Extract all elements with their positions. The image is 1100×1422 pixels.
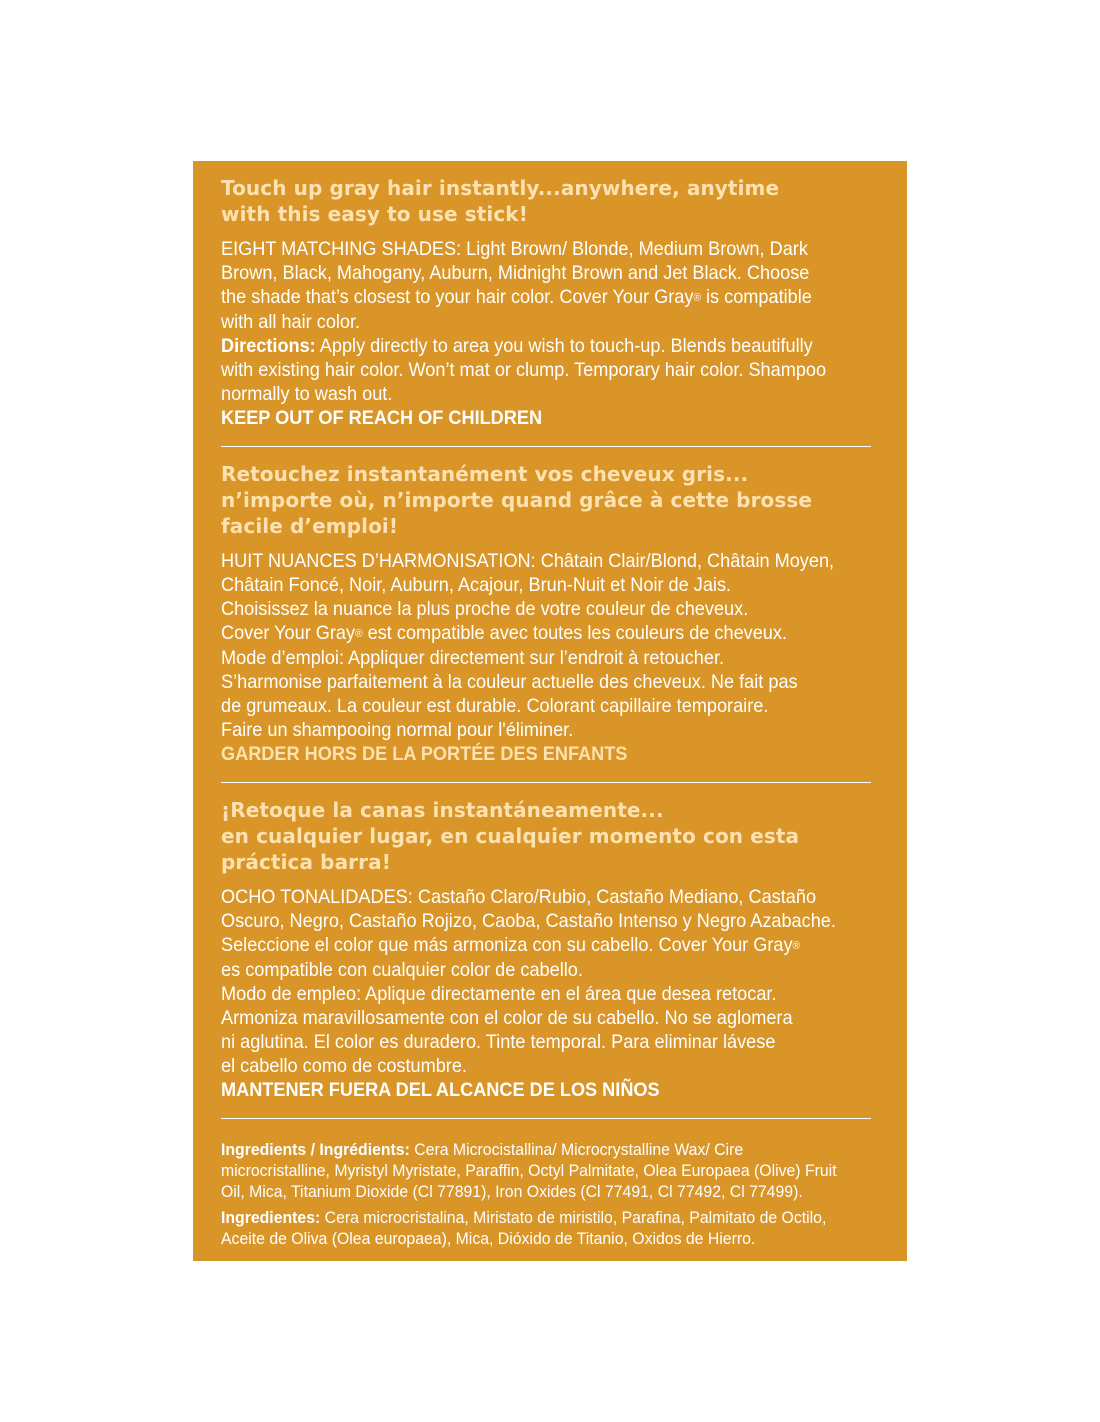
- spanish-text-line: OCHO TONALIDADES: Castaño Claro/Rubio, Castaño Mediano, Castaño: [221, 886, 817, 908]
- english-heading: [221, 175, 879, 227]
- spanish-text-line: Modo de empleo: Aplique directamente en el área que desea retocar.: [221, 983, 777, 1005]
- spanish-heading-line: práctica barra!: [221, 850, 391, 874]
- english-text-line: [221, 285, 883, 310]
- english-heading-line: with this easy to use stick!: [221, 202, 528, 226]
- french-text-line: [221, 621, 883, 646]
- product-label-panel: [193, 161, 907, 1261]
- registered-mark: ®: [792, 940, 801, 952]
- spanish-text-line: [221, 933, 883, 958]
- registered-mark: ®: [355, 628, 363, 640]
- ingredients-section: [221, 1139, 883, 1249]
- spanish-text-line: Oscuro, Negro, Castaño Rojizo, Caoba, Castaño Intenso y Negro Azabache.: [221, 910, 836, 932]
- english-body: [221, 237, 883, 430]
- french-text-line: Faire un shampooing normal pour l'éliminer.: [221, 719, 574, 741]
- english-text-fragment: is compatible: [700, 286, 812, 308]
- french-text-line: Châtain Foncé, Noir, Auburn, Acajour, Brun-Nuit et Noir de Jais.: [221, 574, 732, 596]
- french-text-line: S’harmonise parfaitement à la couleur actuelle des cheveux. Ne fait pas: [221, 671, 798, 693]
- section-divider: [221, 446, 871, 447]
- english-directions-line: [221, 334, 883, 358]
- english-text-line: Brown, Black, Mahogany, Auburn, Midnight Brown and Jet Black. Choose: [221, 262, 810, 284]
- english-heading-line: Touch up gray hair instantly...anywhere, anytime: [221, 176, 780, 200]
- spanish-heading-line: en cualquier lugar, en cualquier momento con esta: [221, 824, 800, 848]
- section-divider: [221, 1118, 871, 1119]
- french-body: [221, 549, 883, 766]
- spanish-body: [221, 885, 883, 1102]
- english-text-fragment: Apply directly to area you wish to touch-up. Blends beautifully: [315, 335, 813, 357]
- french-text-line: HUIT NUANCES D’HARMONISATION: Châtain Clair/Blond, Châtain Moyen,: [221, 550, 835, 572]
- spanish-heading: [221, 797, 879, 875]
- french-warning: GARDER HORS DE LA PORTÉE DES ENFANTS: [221, 743, 628, 765]
- spanish-text-fragment: Seleccione el color que más armoniza con su cabello. Cover Your Gray: [221, 934, 793, 956]
- french-text-line: de grumeaux. La couleur est durable. Colorant capillaire temporaire.: [221, 695, 769, 717]
- spanish-heading-line: ¡Retoque la canas instantáneamente...: [221, 798, 664, 822]
- ingredients-es: [221, 1207, 883, 1249]
- directions-label: Directions:: [221, 335, 316, 357]
- ingredients-text: Cera Microcistallina/ Microcrystalline Wax/ Cire: [409, 1140, 744, 1159]
- english-text-line: EIGHT MATCHING SHADES: Light Brown/ Blonde, Medium Brown, Dark: [221, 238, 808, 260]
- english-text-line: with existing hair color. Won’t mat or clump. Temporary hair color. Shampoo: [221, 359, 827, 381]
- ingredients-label: Ingredientes:: [221, 1208, 321, 1227]
- spanish-text-line: es compatible con cualquier color de cabello.: [221, 959, 583, 981]
- english-text-line: normally to wash out.: [221, 383, 393, 405]
- french-text-fragment: est compatible avec toutes les couleurs de cheveux.: [362, 622, 788, 644]
- french-text-line: Choisissez la nuance la plus proche de votre couleur de cheveux.: [221, 598, 749, 620]
- registered-mark: ®: [693, 292, 701, 304]
- ingredients-text: Oil, Mica, Titanium Dioxide (Cl 77891), Iron Oxides (Cl 77491, Cl 77492, Cl 77499).: [221, 1182, 803, 1201]
- french-text-fragment: Cover Your Gray: [221, 622, 356, 644]
- french-heading: [221, 461, 879, 539]
- ingredients-text: Aceite de Oliva (Olea europaea), Mica, Dióxido de Titanio, Oxidos de Hierro.: [221, 1229, 756, 1248]
- english-warning: KEEP OUT OF REACH OF CHILDREN: [221, 407, 543, 429]
- ingredients-text: Cera microcristalina, Miristato de miristilo, Parafina, Palmitato de Octilo,: [320, 1208, 827, 1227]
- english-text-fragment: the shade that’s closest to your hair color. Cover Your Gray: [221, 286, 694, 308]
- section-divider: [221, 782, 871, 783]
- spanish-text-line: Armoniza maravillosamente con el color de su cabello. No se aglomera: [221, 1007, 793, 1029]
- ingredients-en-fr: [221, 1139, 883, 1202]
- french-heading-line: n’importe où, n’importe quand grâce à cette brosse: [221, 488, 813, 512]
- french-heading-line: facile d’emploi!: [221, 514, 399, 538]
- french-text-line: Mode d’emploi: Appliquer directement sur l’endroit à retoucher.: [221, 647, 725, 669]
- spanish-section: [221, 797, 879, 1102]
- spanish-text-line: el cabello como de costumbre.: [221, 1055, 467, 1077]
- english-text-line: with all hair color.: [221, 311, 361, 333]
- french-heading-line: Retouchez instantanément vos cheveux gris...: [221, 462, 749, 486]
- spanish-warning: MANTENER FUERA DEL ALCANCE DE LOS NIÑOS: [221, 1079, 660, 1101]
- english-section: [221, 175, 879, 430]
- spanish-text-line: ni aglutina. El color es duradero. Tinte temporal. Para eliminar lávese: [221, 1031, 776, 1053]
- ingredients-text: microcristalline, Myristyl Myristate, Paraffin, Octyl Palmitate, Olea Europaea (Olive) Fruit: [221, 1161, 837, 1180]
- ingredients-label: Ingredients / Ingrédients:: [221, 1140, 410, 1159]
- french-section: [221, 461, 879, 766]
